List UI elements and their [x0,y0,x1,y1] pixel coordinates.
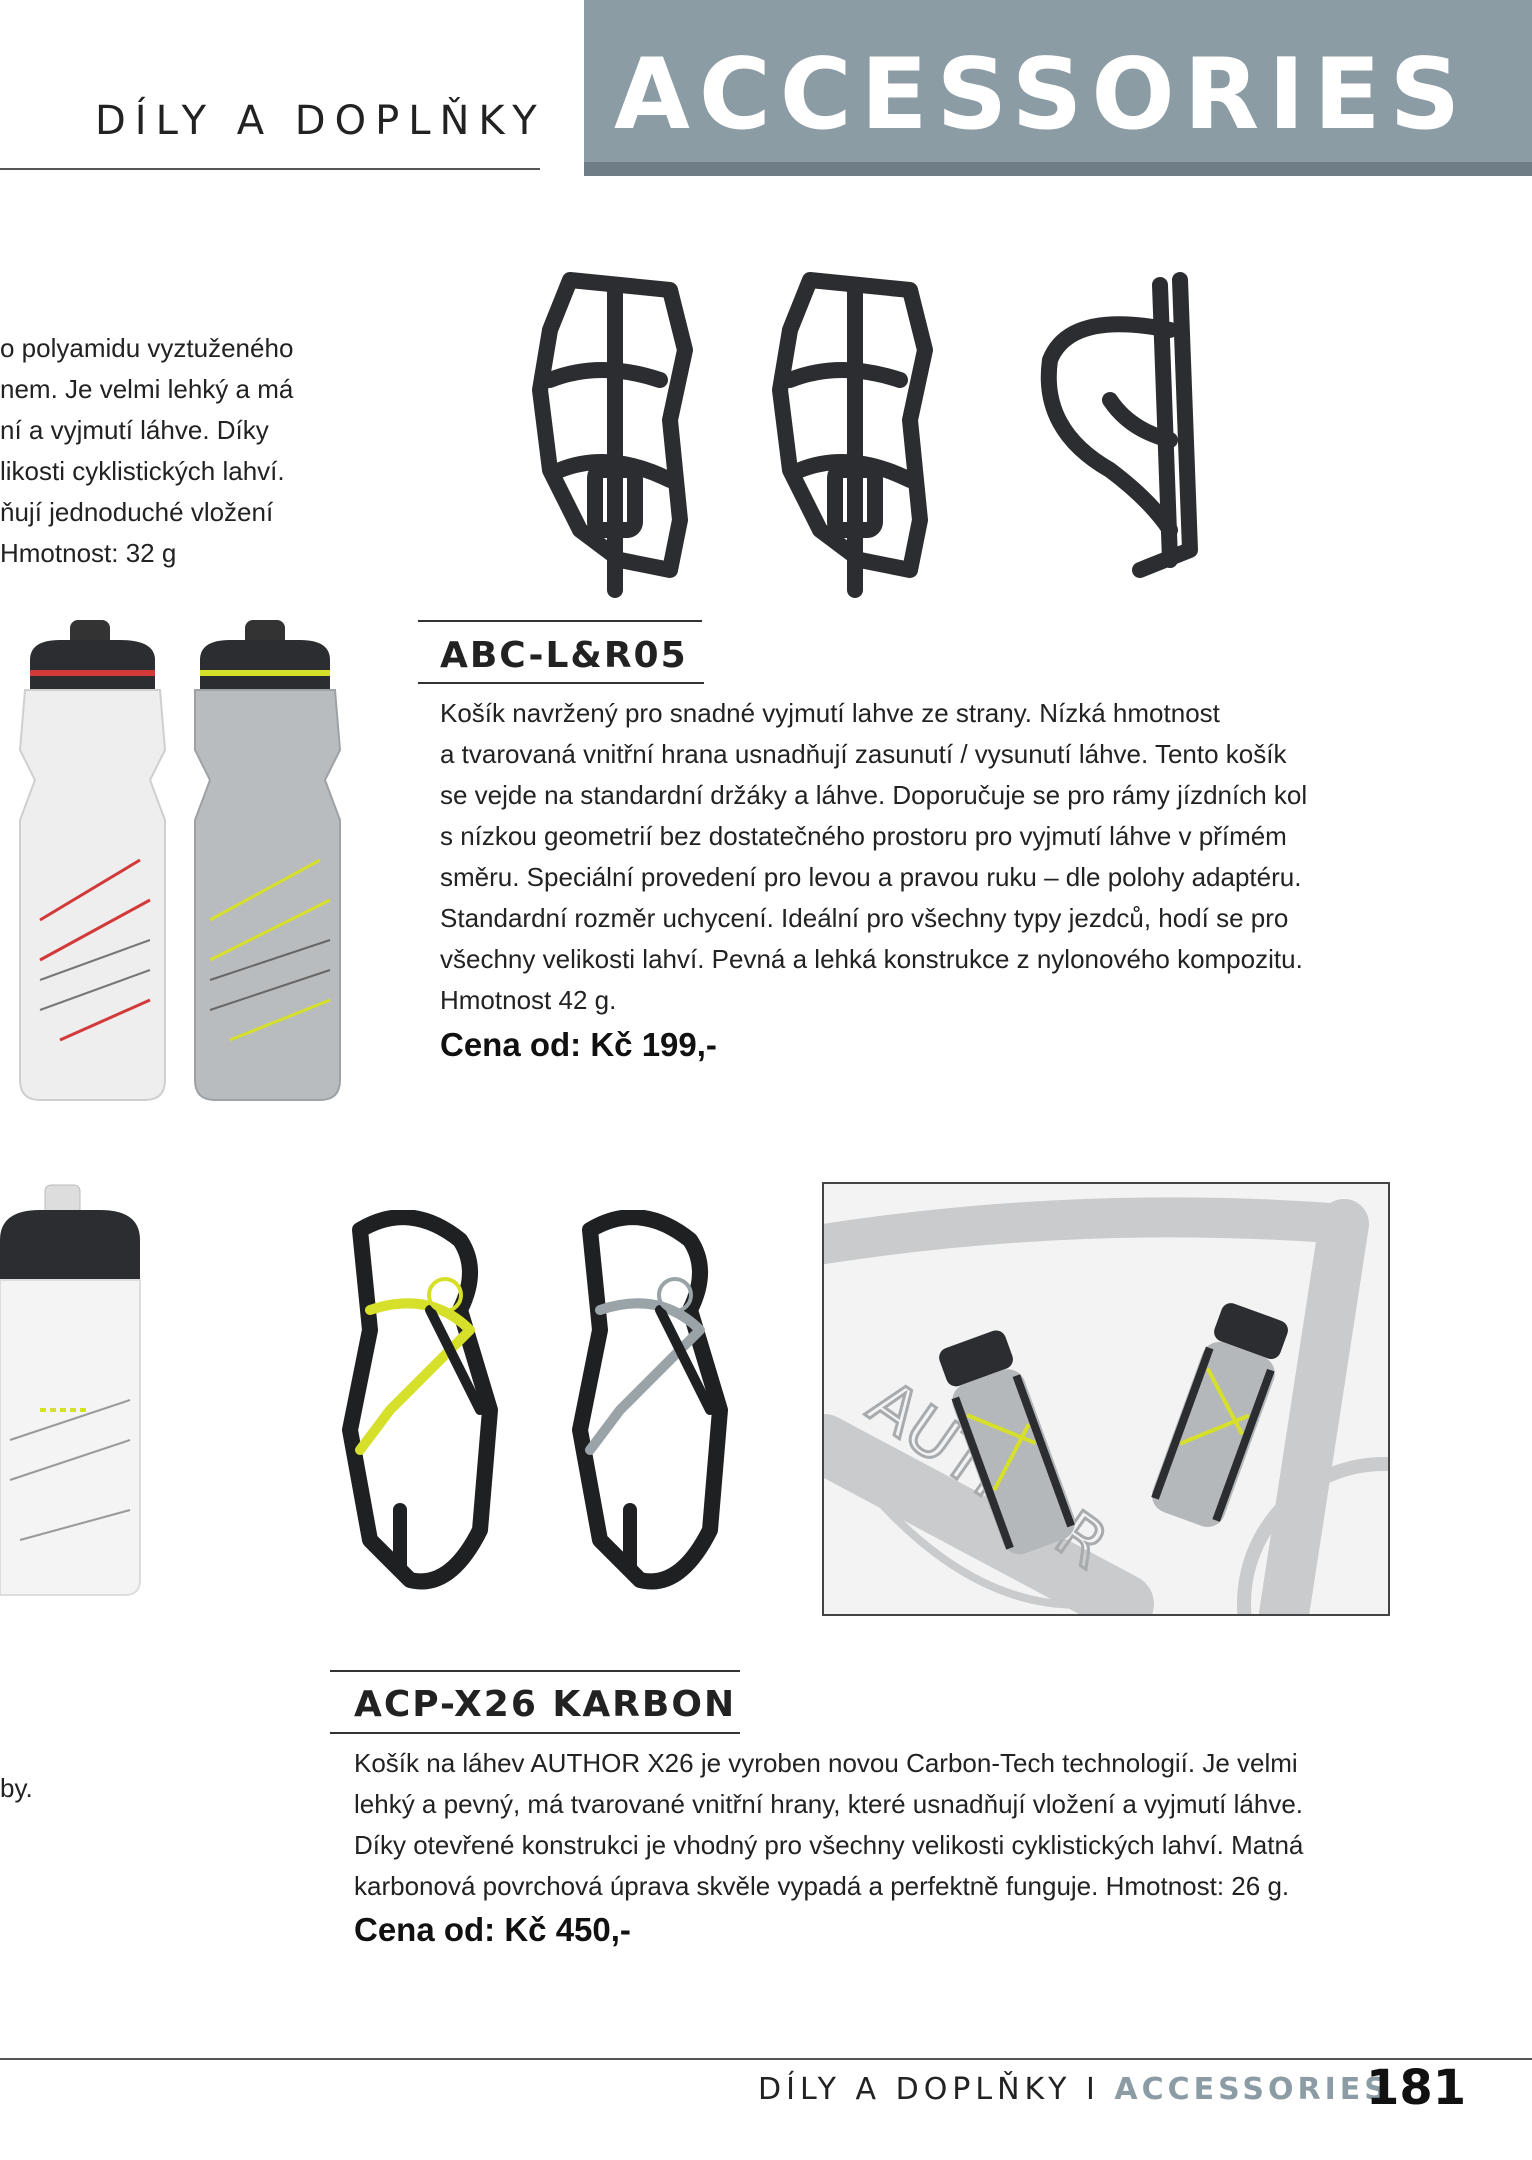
text-line: směru. Speciální provedení pro levou a pravou ruku – dle polohy adaptéru. [440,862,1302,892]
footer-section-cz: DÍLY A DOPLŇKY I [758,2072,1115,2107]
product-rule-bottom [418,682,704,684]
bottle-clear-image [0,1180,150,1600]
footer-section-en: ACCESSORIES [1114,2072,1390,2107]
header-divider [0,168,540,170]
section-banner [584,0,1532,176]
product-title-abc: ABC-L&R05 [440,635,688,676]
text-line: ní a vyjmutí láhve. Díky [0,415,269,445]
cage-x26-image [330,1210,790,1610]
previous-product-description [0,328,293,574]
text-line: o polyamidu vyztuženého [0,333,294,363]
footer-section-label [758,2072,1390,2107]
text-line: a tvarovaná vnitřní hrana usnadňují zasunutí / vysunutí láhve. Tento košík [440,739,1287,769]
cage-abc-image [510,270,1210,600]
product-price-x26: Cena od: Kč 450,- [354,1911,631,1948]
product-description-abc [440,693,1307,1021]
text-line: karbonová povrchová úprava skvěle vypadá a perfektně funguje. Hmotnost: 26 g. [354,1871,1290,1901]
bike-photo [822,1182,1390,1616]
text-line: ňují jednoduché vložení [0,497,274,527]
product-rule-bottom [330,1732,740,1734]
text-line: s nízkou geometrií bez dostatečného prostoru pro vyjmutí láhve v přímém [440,821,1287,851]
previous-product-fragment: by. [0,1773,33,1803]
text-line: lehký a pevný, má tvarované vnitřní hrany, které usnadňují vložení a vyjmutí láhve. [354,1789,1303,1819]
text-line: se vejde na standardní držáky a láhve. Doporučuje se pro rámy jízdních kol [440,780,1308,810]
text-line: Košík na láhev AUTHOR X26 je vyroben novou Carbon-Tech technologií. Je velmi [354,1748,1298,1778]
footer-divider [0,2058,1532,2060]
product-rule-top [418,620,702,622]
text-line: Díky otevřené konstrukci je vhodný pro všechny velikosti cyklistických lahví. Matná [354,1830,1304,1860]
bottles-white-silver-image [0,620,350,1110]
text-line: nem. Je velmi lehký a má [0,374,294,404]
product-rule-top [330,1670,740,1672]
text-line: Standardní rozměr uchycení. Ideální pro všechny typy jezdců, hodí se pro [440,903,1289,933]
text-line: likosti cyklistických lahví. [0,456,285,486]
text-line: Hmotnost 42 g. [440,985,617,1015]
section-title-en: ACCESSORIES [614,38,1470,152]
text-line: všechny velikosti lahví. Pevná a lehká konstrukce z nylonového kompozitu. [440,944,1303,974]
product-price-abc: Cena od: Kč 199,- [440,1026,717,1063]
product-description-x26 [354,1743,1303,1907]
text-line: Košík navržený pro snadné vyjmutí lahve ze strany. Nízká hmotnost [440,698,1220,728]
page-number: 181 [1366,2060,1467,2116]
product-title-x26: ACP-X26 KARBON [354,1684,737,1725]
banner-shadow [584,162,1532,176]
text-line: Hmotnost: 32 g [0,538,177,568]
section-title-cz: DÍLY A DOPLŇKY [95,98,546,144]
